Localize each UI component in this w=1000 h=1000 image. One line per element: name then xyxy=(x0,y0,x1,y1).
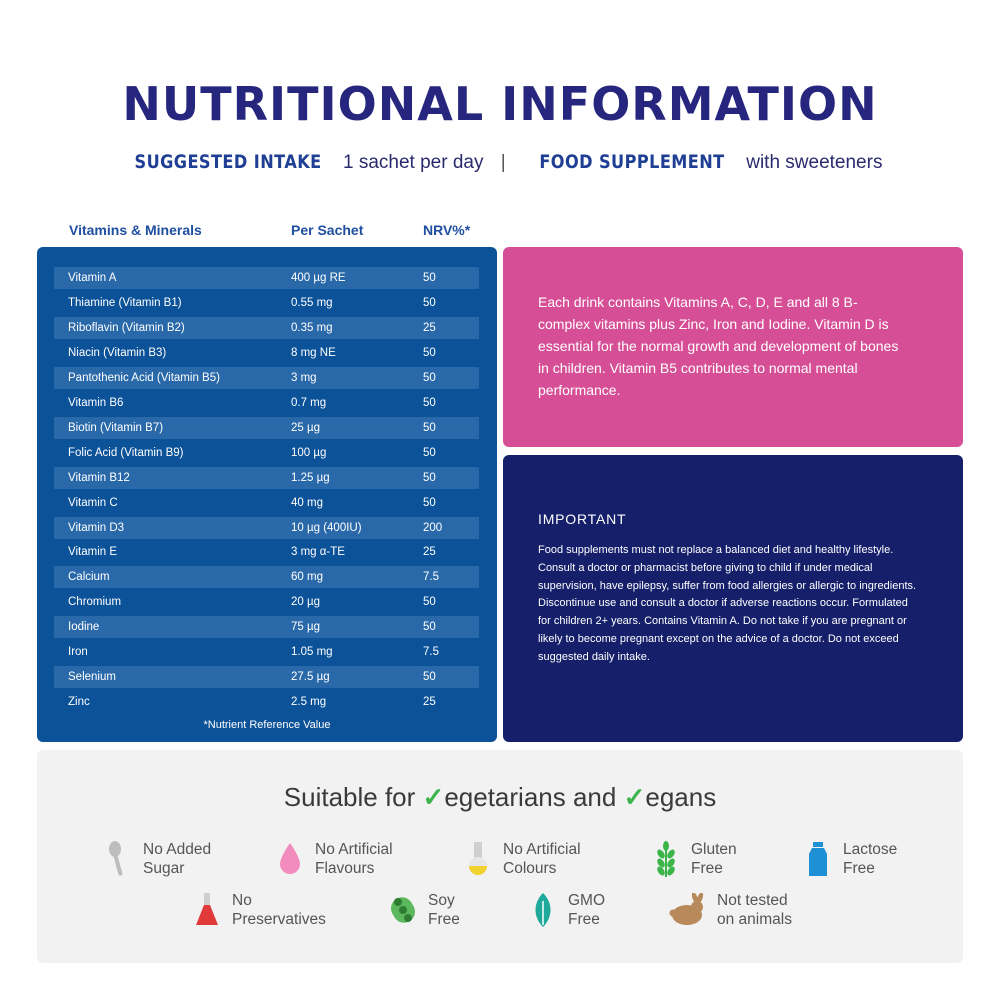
drop-icon xyxy=(275,840,305,878)
nrv-value: 50 xyxy=(423,621,436,634)
per-sachet-value: 25 µg xyxy=(291,421,321,434)
table-row xyxy=(54,517,479,539)
per-sachet-value: 60 mg xyxy=(291,571,323,584)
table-row xyxy=(54,691,479,713)
nutrient-name: Zinc xyxy=(68,696,90,709)
nrv-value: 50 xyxy=(423,272,436,284)
soybean-icon xyxy=(388,891,418,929)
table-row xyxy=(54,591,479,613)
table-row xyxy=(54,641,479,663)
suitable-prefix: Suitable for xyxy=(283,782,423,812)
nrv-value: 7.5 xyxy=(423,571,439,584)
per-sachet-value: 0.55 mg xyxy=(291,296,333,309)
info-panel xyxy=(503,247,963,447)
page-title: NUTRITIONAL INFORMATION xyxy=(122,77,878,131)
nrv-value: 50 xyxy=(423,371,436,384)
important-text: Food supplements must not replace a balanced diet and healthy lifestyle. Consult a doctor or pharmacist before giving to child if under medical supervision, have epilepsy, suffer from food allergies or allergic to ingredients. Discontinue use and consult a doctor if adverse reactions occur. Formulated for children 2+ years. Contains Vitamin A. Do not take if you are pregnant or likely to become pregnant except on the advice of a doctor. Do not exceed suggested daily intake. xyxy=(538,544,917,663)
rabbit-icon xyxy=(667,891,707,929)
nutrient-name: Pantothenic Acid (Vitamin B5) xyxy=(68,371,220,384)
per-sachet-value: 100 µg xyxy=(291,446,327,459)
badge-gluten-free xyxy=(651,840,737,878)
column-header-nutrient: Vitamins & Minerals xyxy=(69,222,202,238)
intake-label: SUGGESTED INTAKE xyxy=(134,151,322,173)
per-sachet-value: 75 µg xyxy=(291,621,321,634)
beaker-icon xyxy=(192,891,222,929)
table-row xyxy=(54,616,479,638)
nrv-value: 50 xyxy=(423,446,436,459)
nrv-value: 50 xyxy=(423,396,436,409)
per-sachet-value: 20 µg xyxy=(291,596,321,609)
badge-no-artificial-colours xyxy=(463,840,581,878)
flask-icon xyxy=(463,840,493,878)
suitable-heading xyxy=(37,780,963,814)
badge-label: No Preservatives xyxy=(232,892,326,928)
badge-label: Soy Free xyxy=(428,892,460,928)
table-row xyxy=(54,292,479,314)
nrv-value: 50 xyxy=(423,496,436,509)
per-sachet-value: 400 µg RE xyxy=(291,272,346,284)
suitable-vegetarians: egetarians and xyxy=(444,782,624,812)
nrv-value: 25 xyxy=(423,546,436,559)
info-text: Each drink contains Vitamins A, C, D, E and all 8 B-complex vitamins plus Zinc, Iron and Iodine. Vitamin D is essential for the normal growth and development of bones in children. Vitamin B5 contributes to normal mental performance. xyxy=(538,294,899,398)
nrv-value: 25 xyxy=(423,696,436,709)
per-sachet-value: 2.5 mg xyxy=(291,696,327,709)
nutrition-table xyxy=(37,247,497,742)
table-row xyxy=(54,467,479,489)
table-row xyxy=(54,566,479,588)
important-panel xyxy=(503,455,963,742)
nutrient-name: Riboflavin (Vitamin B2) xyxy=(68,321,185,334)
important-heading: IMPORTANT xyxy=(538,511,627,527)
per-sachet-value: 1.05 mg xyxy=(291,646,333,659)
per-sachet-value: 1.25 µg xyxy=(291,471,330,484)
badge-label: Lactose Free xyxy=(843,841,898,877)
badge-no-artificial-flavours xyxy=(275,840,393,878)
per-sachet-value: 0.35 mg xyxy=(291,321,333,334)
table-row xyxy=(54,392,479,414)
milk-icon xyxy=(803,840,833,878)
intake-value: 1 sachet per day xyxy=(342,152,484,173)
nutrient-name: Vitamin D3 xyxy=(68,521,125,534)
table-row xyxy=(54,342,479,364)
badge-no-added-sugar xyxy=(103,840,211,878)
nutrient-name: Vitamin A xyxy=(68,272,117,284)
per-sachet-value: 3 mg α-TE xyxy=(291,546,345,559)
nutrient-name: Biotin (Vitamin B7) xyxy=(68,421,164,434)
nutrient-name: Thiamine (Vitamin B1) xyxy=(68,296,182,309)
badge-label: Gluten Free xyxy=(691,841,737,877)
nutrient-name: Folic Acid (Vitamin B9) xyxy=(68,446,184,459)
nrv-value: 25 xyxy=(423,321,436,334)
table-row xyxy=(54,417,479,439)
badge-soy-free xyxy=(388,891,460,929)
dietary-panel xyxy=(37,750,963,963)
nutrient-name: Niacin (Vitamin B3) xyxy=(68,346,167,359)
per-sachet-value: 8 mg NE xyxy=(291,346,336,359)
nrv-value: 50 xyxy=(423,421,436,434)
column-header-per-sachet: Per Sachet xyxy=(291,222,364,238)
per-sachet-value: 10 µg (400IU) xyxy=(291,521,362,534)
table-footnote: *Nutrient Reference Value xyxy=(203,719,331,731)
supplement-label: FOOD SUPPLEMENT xyxy=(539,151,725,173)
table-row xyxy=(54,666,479,688)
nutrient-name: Selenium xyxy=(68,671,116,684)
per-sachet-value: 3 mg xyxy=(291,371,317,384)
nrv-value: 200 xyxy=(423,521,443,534)
check-icon: ✓ xyxy=(623,782,646,812)
badge-no-preservatives xyxy=(192,891,326,929)
per-sachet-value: 0.7 mg xyxy=(291,396,327,409)
leaf-icon xyxy=(528,891,558,929)
nutrient-name: Vitamin E xyxy=(68,546,118,559)
badge-label: No Artificial Flavours xyxy=(315,841,393,877)
badge-label: No Added Sugar xyxy=(143,841,212,877)
badge-not-tested-on-animals xyxy=(667,891,792,929)
nutrient-name: Iron xyxy=(68,646,88,659)
table-row xyxy=(54,492,479,514)
nrv-value: 50 xyxy=(423,671,436,684)
nutrient-name: Vitamin B6 xyxy=(68,396,124,409)
per-sachet-value: 27.5 µg xyxy=(291,671,330,684)
nrv-value: 7.5 xyxy=(423,646,439,659)
nutrient-name: Calcium xyxy=(68,571,110,584)
suitable-vegans: egans xyxy=(645,782,717,812)
check-icon: ✓ xyxy=(422,782,445,812)
wheat-icon xyxy=(651,840,681,878)
nutrient-name: Vitamin C xyxy=(68,496,118,509)
badge-lactose-free xyxy=(803,840,897,878)
table-row xyxy=(54,541,479,563)
nrv-value: 50 xyxy=(423,346,436,359)
subtitle xyxy=(0,148,1000,177)
badge-gmo-free xyxy=(528,891,605,929)
spoon-icon xyxy=(103,840,133,878)
per-sachet-value: 40 mg xyxy=(291,496,323,509)
table-row xyxy=(54,367,479,389)
nrv-value: 50 xyxy=(423,471,436,484)
table-row xyxy=(54,317,479,339)
nutrient-name: Vitamin B12 xyxy=(68,471,130,484)
badge-label: Not tested on animals xyxy=(717,892,792,928)
column-header-nrv: NRV%* xyxy=(423,222,471,238)
badge-label: No Artificial Colours xyxy=(503,841,581,877)
supplement-value: with sweeteners xyxy=(746,152,883,173)
badge-label: GMO Free xyxy=(568,892,606,928)
nutrient-name: Chromium xyxy=(68,596,122,609)
table-row xyxy=(54,442,479,464)
nrv-value: 50 xyxy=(423,596,436,609)
separator: | xyxy=(500,152,506,173)
table-row xyxy=(54,267,479,289)
nrv-value: 50 xyxy=(423,296,436,309)
nutrient-name: Iodine xyxy=(68,621,100,634)
